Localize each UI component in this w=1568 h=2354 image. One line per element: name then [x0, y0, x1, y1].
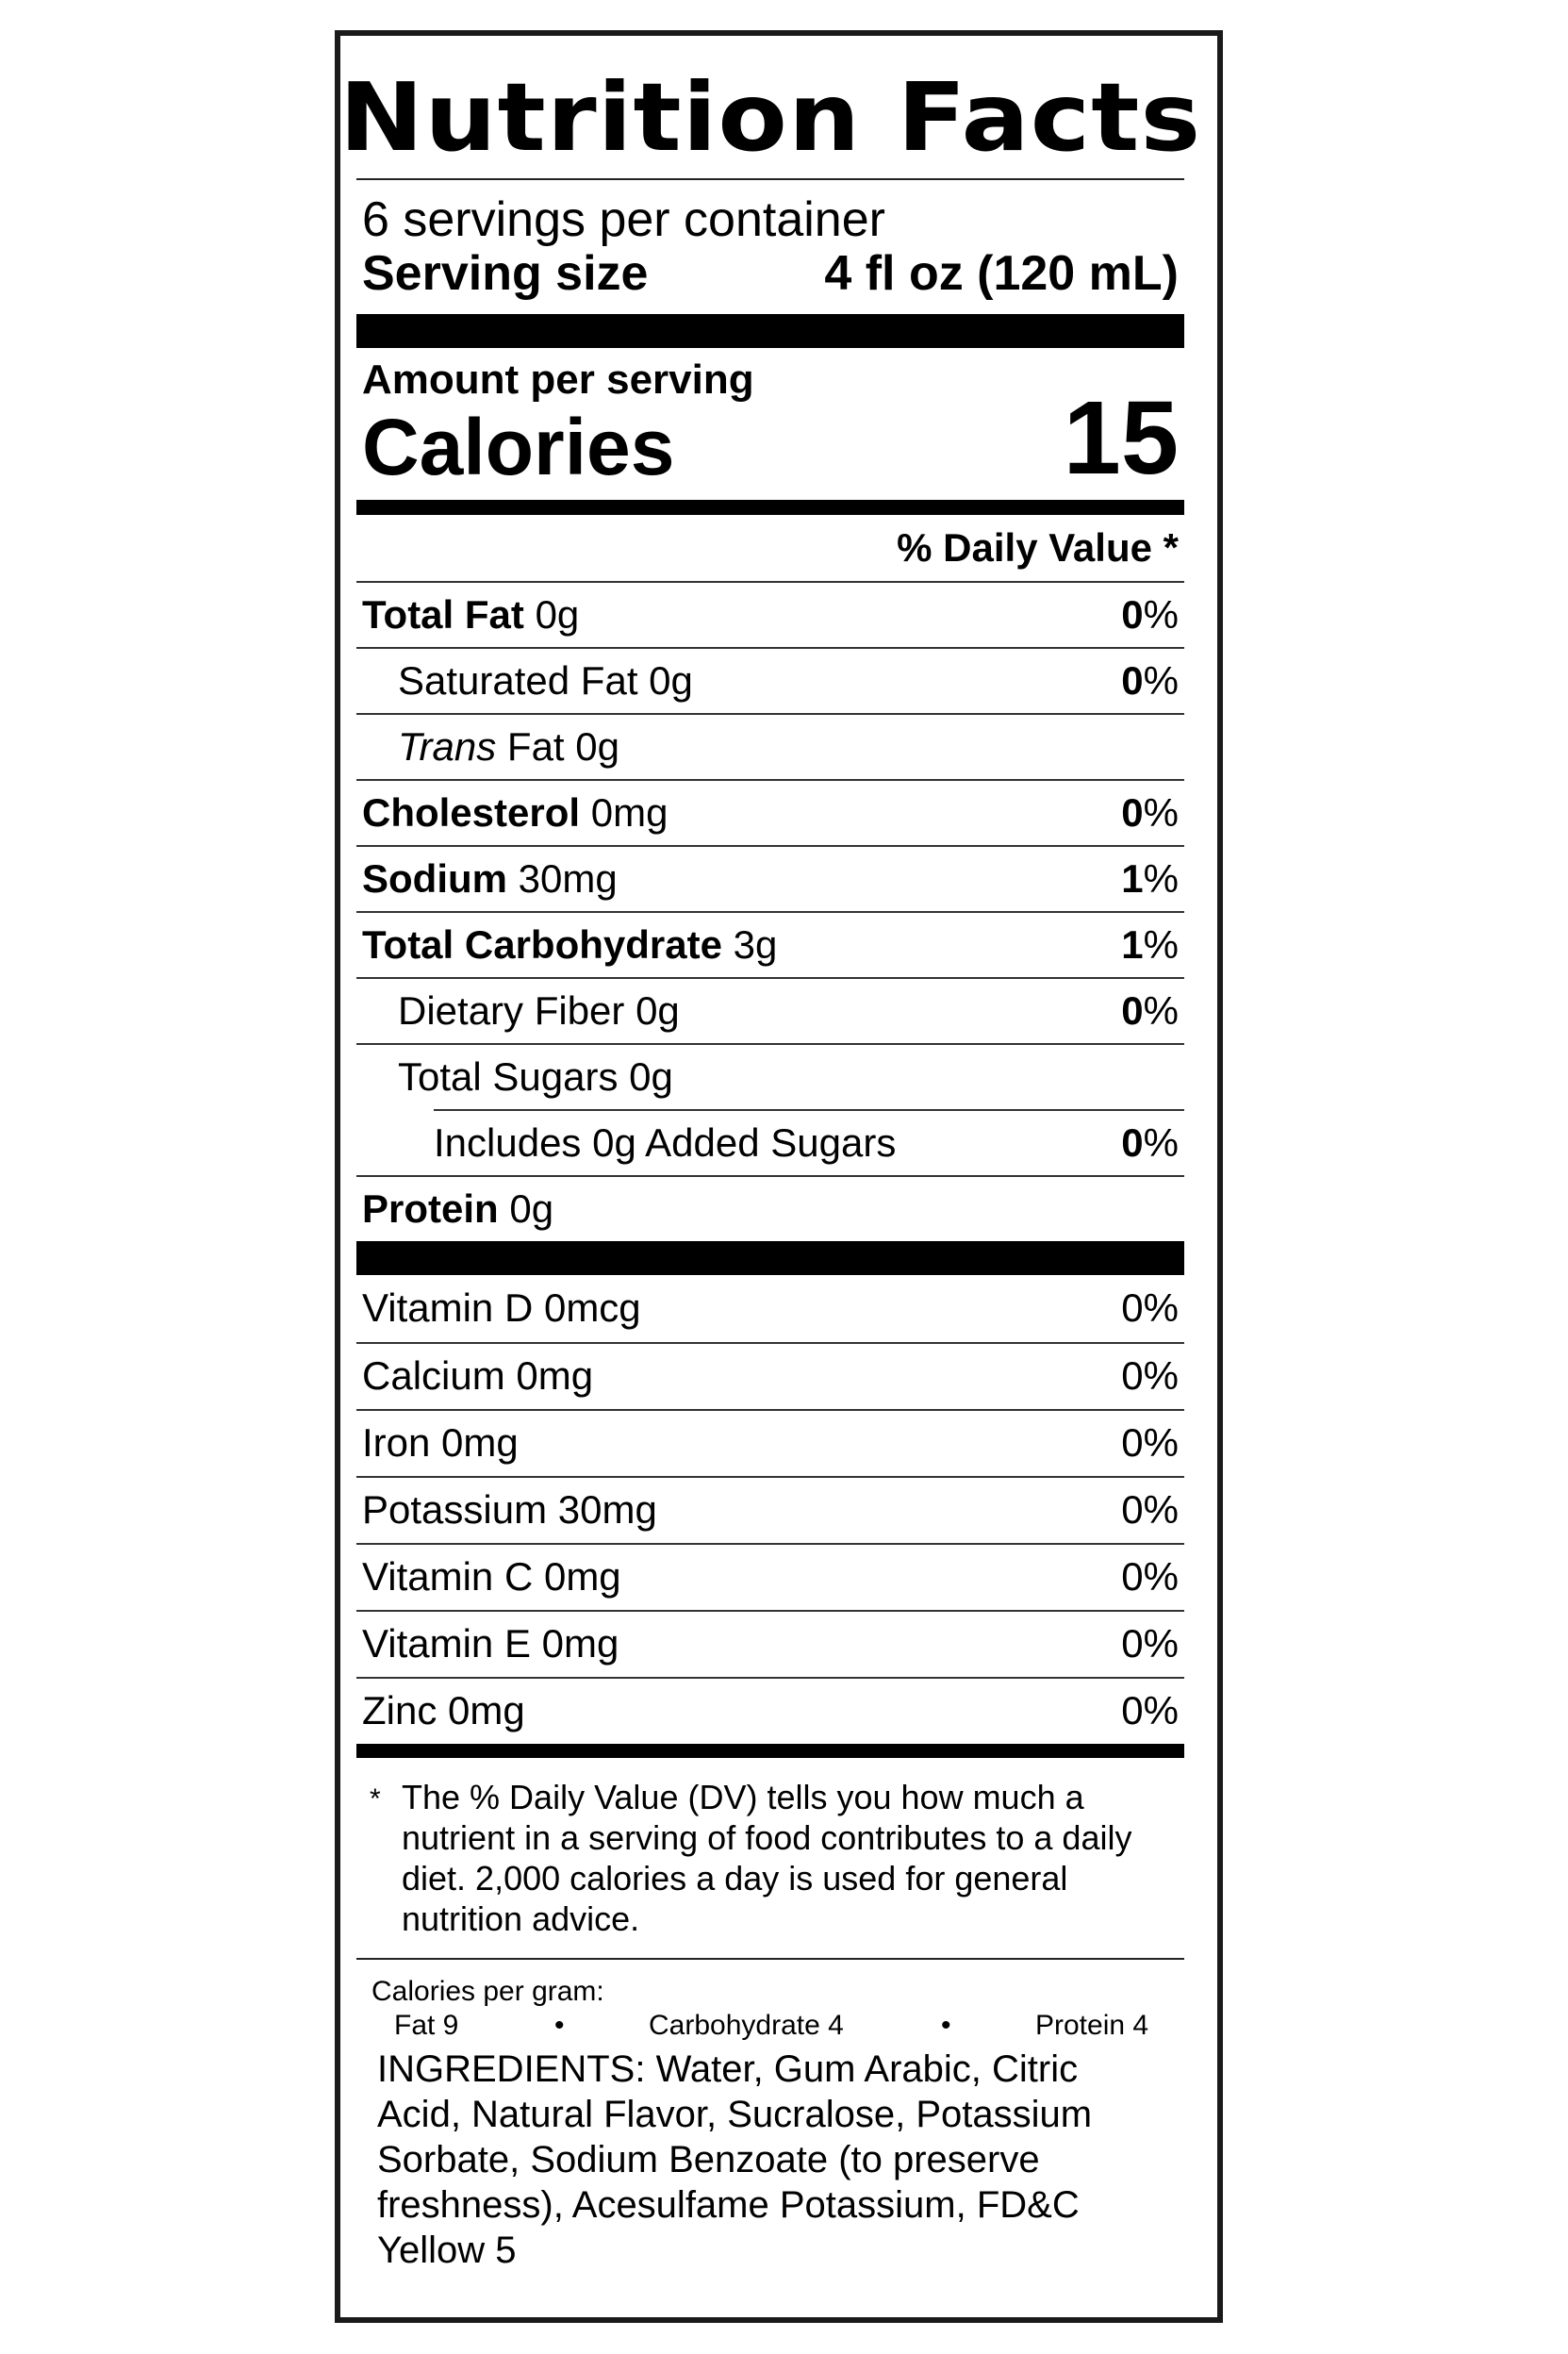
calories-per-gram-label: Calories per gram: — [371, 1975, 604, 2007]
vitamin-label: Iron 0mg — [362, 1420, 519, 1466]
nutrient-amount: 30mg — [518, 855, 618, 901]
bullet-icon: • — [554, 2009, 565, 2041]
vitamin-dv: 0% — [1121, 1487, 1179, 1533]
cpg-carbohydrate: Carbohydrate 4 — [649, 2009, 844, 2041]
thick-divider — [356, 314, 1184, 348]
nutrient-dv: 1% — [1121, 921, 1179, 967]
nutrient-name: Protein — [362, 1185, 499, 1231]
serving-size-row — [362, 247, 1179, 314]
nutrient-name: Dietary Fiber — [398, 987, 625, 1033]
footnote-star: * — [370, 1782, 381, 1815]
ingredients-text: INGREDIENTS: Water, Gum Arabic, Citric Acid, Natural Flavor, Sucralose, Potassium Sorbate, Sodium Benzoate (to preserve freshness), Acesulfame Potassium, FD&C Yellow 5 — [377, 2047, 1093, 2271]
serving-size-value: 4 fl oz (120 mL) — [824, 246, 1179, 302]
vitamins-divider — [356, 1241, 1184, 1275]
vitamin-label: Vitamin E 0mg — [362, 1621, 619, 1666]
nutrient-dv: 0% — [1121, 591, 1179, 637]
vitamin-row-calcium — [356, 1342, 1184, 1409]
nutrient-amount: 0g — [629, 1053, 673, 1099]
calories-per-gram-row — [356, 2009, 1184, 2043]
nutrient-name: Saturated Fat — [398, 657, 638, 703]
nutrient-amount: Fat 0g — [506, 723, 619, 769]
calories-label: Calories — [362, 402, 675, 491]
vitamin-dv: 0% — [1121, 1420, 1179, 1466]
nutrient-name: Total Carbohydrate — [362, 921, 722, 967]
nutrient-dv: 0% — [1121, 789, 1179, 835]
vitamin-dv: 0% — [1121, 1285, 1179, 1331]
vitamin-row-vitamin-e — [356, 1610, 1184, 1677]
nutrient-amount: 0g — [509, 1185, 554, 1231]
nutrient-name: Total Sugars — [398, 1053, 619, 1099]
nutrient-name: Cholesterol — [362, 789, 581, 835]
nutrient-name: Trans — [398, 723, 497, 769]
vitamin-row-vitamin-d — [356, 1275, 1184, 1342]
nutrient-name: Sodium — [362, 855, 507, 901]
nutrient-amount: 0g — [649, 657, 693, 703]
nutrient-amount: 0g — [635, 987, 680, 1033]
nutrient-row-cholesterol — [356, 779, 1184, 845]
calories-value: 15 — [1063, 379, 1179, 496]
vitamin-dv: 0% — [1121, 1554, 1179, 1600]
nutrient-row-saturated-fat — [356, 647, 1184, 713]
nutrient-row-total-sugars — [356, 1043, 1184, 1109]
nutrient-row-total-carbohydrate — [356, 911, 1184, 977]
nutrient-dv: 1% — [1121, 855, 1179, 901]
vitamin-dv: 0% — [1121, 1353, 1179, 1399]
vitamin-row-iron — [356, 1409, 1184, 1476]
footnote-divider — [356, 1744, 1184, 1758]
vitamin-row-potassium — [356, 1476, 1184, 1543]
vitamin-label: Vitamin D 0mcg — [362, 1285, 641, 1331]
nutrient-row-sodium — [356, 845, 1184, 911]
nutrient-row-trans-fat — [356, 713, 1184, 779]
daily-value-footnote — [356, 1758, 1184, 1958]
vitamin-label: Vitamin C 0mg — [362, 1554, 621, 1600]
vitamin-dv: 0% — [1121, 1688, 1179, 1733]
nutrient-name: Includes 0g Added Sugars — [434, 1119, 897, 1165]
daily-value-header: % Daily Value * — [897, 524, 1179, 570]
nutrient-row-dietary-fiber — [356, 977, 1184, 1043]
footnote-text: The % Daily Value (DV) tells you how much a nutrient in a serving of food contributes to a daily diet. 2,000 calories a day is used for general nutrition advice. — [402, 1777, 1132, 1938]
vitamin-row-zinc — [356, 1677, 1184, 1744]
nutrient-name: Total Fat — [362, 591, 524, 637]
nutrient-row-added-sugars — [434, 1109, 1184, 1175]
nutrient-row-protein — [356, 1175, 1184, 1241]
title-divider — [356, 178, 1184, 180]
nutrition-label — [335, 30, 1223, 2323]
amount-per-serving: Amount per serving — [362, 356, 754, 404]
nutrient-amount: 0mg — [590, 789, 668, 835]
bullet-icon: • — [941, 2009, 951, 2041]
vitamin-label: Calcium 0mg — [362, 1353, 594, 1399]
label-content — [338, 36, 1202, 2273]
vitamin-row-vitamin-c — [356, 1543, 1184, 1610]
vitamin-label: Potassium 30mg — [362, 1487, 657, 1533]
nutrient-dv: 0% — [1121, 1119, 1179, 1165]
serving-size-label: Serving size — [362, 246, 649, 302]
nutrient-row-total-fat — [356, 581, 1184, 647]
calories-divider — [356, 500, 1184, 515]
vitamin-dv: 0% — [1121, 1621, 1179, 1666]
nutrient-amount: 3g — [733, 921, 778, 967]
nutrient-amount: 0g — [535, 591, 580, 637]
cpg-fat: Fat 9 — [394, 2009, 459, 2041]
servings-per-container: 6 servings per container — [362, 192, 885, 247]
cpg-protein: Protein 4 — [1035, 2009, 1149, 2041]
nutrient-dv: 0% — [1121, 657, 1179, 703]
label-title: Nutrition Facts — [338, 62, 1202, 173]
nutrient-dv: 0% — [1121, 987, 1179, 1033]
vitamin-label: Zinc 0mg — [362, 1688, 525, 1733]
